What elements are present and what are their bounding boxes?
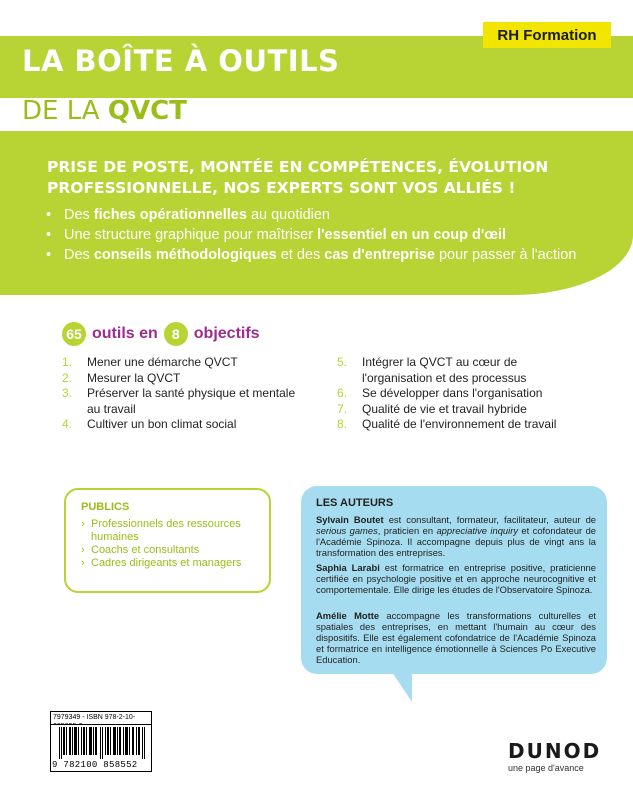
objective-item: 1. Mener une démarche QVCT [62,355,238,369]
publics-item: › Coachs et consultants [81,544,263,557]
objective-item: 4. Cultiver un bon climat social [62,417,237,431]
barcode-bars-icon [59,727,145,759]
objective-item: 5. Intégrer la QVCT au cœur de l'organisation et des processus [337,355,527,385]
author-bio-3: Amélie Motte accompagne les transformations culturelles et spatiales des entreprises, en mettant l'humain au cœur des dispositifs. Elle est également cofondatrice de l'Académie Spinoza et formatrice en intelligence émotionnelle à Sciences Po Executive Education. [316,610,597,665]
book-title-line2: DE LA QVCT [22,96,187,126]
tools-count: 65 [62,322,86,346]
bubble-tail [392,672,412,702]
objective-item: 7. Qualité de vie et travail hybride [337,401,527,416]
feature-item: • Une structure graphique pour maîtriser l'essentiel en un coup d'œil [46,225,626,245]
authors-heading: LES AUTEURS [316,497,394,509]
author-bio-2: Saphia Larabi est formatrice en entreprise positive, praticienne certifiée en psychologie positive et en approche neurocognitive et comportementale. Elle dirige les études de l'Observatoire Spinoza. [316,562,596,595]
publisher-logo: DUNOD [508,739,602,763]
objective-item: 8. Qualité de l'environnement de travail [337,417,557,431]
objective-item: 6. Se développer dans l'organisation [337,386,543,400]
feature-list [46,205,626,265]
publics-list [81,518,263,570]
publics-item: › Professionnels des ressources humaines [81,518,263,544]
feature-item: • Des fiches opérationnelles au quotidien [46,205,626,225]
publics-box [64,488,271,593]
tools-summary [62,322,266,346]
objective-item: 3. Préserver la santé physique et mentale au travail [62,386,296,416]
objectives-right [337,355,587,433]
objectives-label: objectifs [193,325,260,342]
headline: PRISE DE POSTE, MONTÉE EN COMPÉTENCES, ÉVOLUTION PROFESSIONNELLE, NOS EXPERTS SONT VOS ALLIÉS ! [47,158,549,197]
collection-tag: RH Formation [483,22,611,48]
feature-item: • Des conseils méthodologiques et des cas d'entreprise pour passer à l'action [46,245,626,265]
isbn-label: 7979349 - ISBN 978-2-10- [50,711,152,733]
objective-item: 2. Mesurer la QVCT [62,370,181,385]
authors-bubble [301,486,607,674]
objectives-count: 8 [164,322,188,346]
objectives-left [62,355,307,433]
book-title-line1: LA BOÎTE À OUTILS [22,44,340,78]
publisher-tagline: une page d'avance [508,763,584,773]
tools-label: outils en [92,325,158,342]
publics-heading: PUBLICS [81,501,130,513]
publics-item: › Cadres dirigeants et managers [81,557,263,570]
barcode [50,724,152,772]
author-bio-1: Sylvain Boutet est consultant, formateur, facilitateur, auteur de serious games, praticien en appreciative inquiry et cofondateur de l'Académie Spinoza. Il accompagne depuis plus de vingt ans la transformation des entreprises. [316,514,596,558]
barcode-number: 9 782100 858552 [52,760,138,770]
